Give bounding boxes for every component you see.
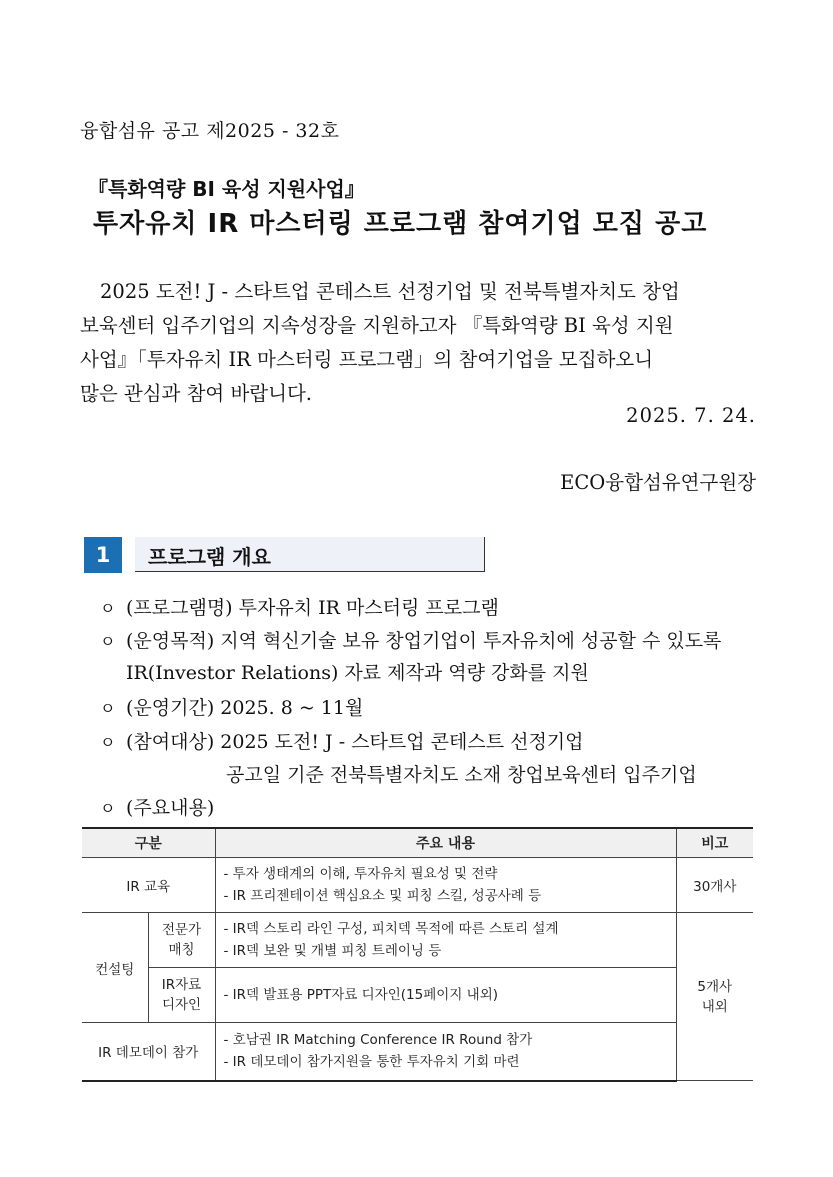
- intro-line: 사업』「투자유치 IR 마스터링 프로그램」의 참여기업을 모집하오니: [80, 348, 654, 371]
- content-line: - 호남권 IR Matching Conference IR Round 참가: [223, 1032, 533, 1049]
- header-note: 비고: [676, 828, 753, 858]
- section-number-badge: 1: [84, 537, 122, 573]
- sub-label-line: 디자인: [161, 997, 202, 1013]
- intro-line: 보육센터 입주기업의 지속성장을 지원하고자 『특화역량 BI 육성 지원: [80, 314, 674, 337]
- subtitle: 『특화역량 BI 육성 지원사업』: [88, 177, 365, 201]
- row-label-demoday: IR 데모데이 참가: [82, 1023, 215, 1081]
- table-row: [82, 858, 753, 913]
- notice-number: 융합섬유 공고 제2025 - 32호: [80, 120, 340, 142]
- bullet-text: (운영목적) 지역 혁신기술 보유 창업기업이 투자유치에 성공할 수 있도록: [126, 630, 722, 652]
- sub-label-line: 전문가: [161, 922, 202, 938]
- bullet-mark: ㅇ: [100, 733, 116, 752]
- bullet-main-content: [100, 793, 214, 820]
- shared-note: [676, 913, 753, 1081]
- content-line: - IR덱 보완 및 개별 피칭 트레이닝 등: [223, 943, 442, 959]
- row-content: [215, 913, 676, 968]
- sub-label-line: 매칭: [168, 942, 195, 958]
- bullet-text: (운영기간) 2025. 8 ~ 11월: [126, 697, 364, 719]
- row-content: [215, 968, 676, 1023]
- bullet-mark: ㅇ: [100, 799, 116, 818]
- bullet-target: [100, 727, 584, 754]
- organization-name: ECO융합섬유연구원장: [560, 471, 756, 494]
- row-label-consulting: 컨설팅: [82, 913, 148, 1023]
- bullet-text: (참여대상) 2025 도전! J - 스타트업 콘테스트 선정기업: [126, 731, 584, 753]
- table-row: [82, 968, 753, 1023]
- sub-label-expert-matching: [148, 913, 215, 968]
- note-line: 내외: [701, 998, 728, 1015]
- section-title: 프로그램 개요: [148, 545, 271, 569]
- bullet-mark: ㅇ: [100, 699, 116, 718]
- content-line: - IR 데모데이 참가지원을 통한 투자유치 기회 마련: [223, 1054, 520, 1071]
- program-content-table: [82, 827, 753, 1082]
- content-line: - 투자 생태계의 이해, 투자유치 필요성 및 전략: [223, 866, 498, 882]
- bullet-text: (주요내용): [126, 797, 215, 819]
- bullet-purpose: [100, 626, 721, 653]
- header-category: 구분: [82, 828, 215, 858]
- intro-line: 2025 도전! J - 스타트업 콘테스트 선정기업 및 전북특별자치도 창업: [100, 280, 680, 303]
- row-content: [215, 1023, 676, 1081]
- bullet-program-name: [100, 593, 499, 620]
- bullet-purpose-continued: IR(Investor Relations) 자료 제작과 역량 강화를 지원: [126, 662, 589, 684]
- bullet-text: (프로그램명) 투자유치 IR 마스터링 프로그램: [126, 597, 499, 619]
- bullet-mark: ㅇ: [100, 599, 116, 618]
- header-content: 주요 내용: [215, 828, 676, 858]
- row-content: [215, 858, 676, 913]
- intro-line: 많은 관심과 참여 바랍니다.: [80, 382, 313, 405]
- row-note: 30개사: [676, 858, 753, 913]
- content-line: - IR덱 스토리 라인 구성, 피치덱 목적에 따른 스토리 설계: [223, 921, 559, 937]
- table-header-row: [82, 828, 753, 858]
- notice-date: 2025. 7. 24.: [626, 404, 756, 427]
- bullet-period: [100, 693, 363, 720]
- sub-label-ir-design: [148, 968, 215, 1023]
- table-row: [82, 1023, 753, 1081]
- sub-label-line: IR자료: [161, 977, 202, 993]
- note-line: 5개사: [697, 978, 733, 995]
- bullet-mark: ㅇ: [100, 632, 116, 651]
- row-label-ir-education: IR 교육: [82, 858, 215, 913]
- content-line: - IR 프리젠테이션 핵심요소 및 피칭 스킬, 성공사례 등: [223, 888, 542, 904]
- bullet-target-continued: 공고일 기준 전북특별자치도 소재 창업보육센터 입주기업: [226, 764, 697, 786]
- page-title: 투자유치 IR 마스터링 프로그램 참여기업 모집 공고: [93, 209, 708, 239]
- table-row: [82, 913, 753, 968]
- intro-paragraph: [80, 275, 756, 411]
- content-line: - IR덱 발표용 PPT자료 디자인(15페이지 내외): [223, 987, 499, 1003]
